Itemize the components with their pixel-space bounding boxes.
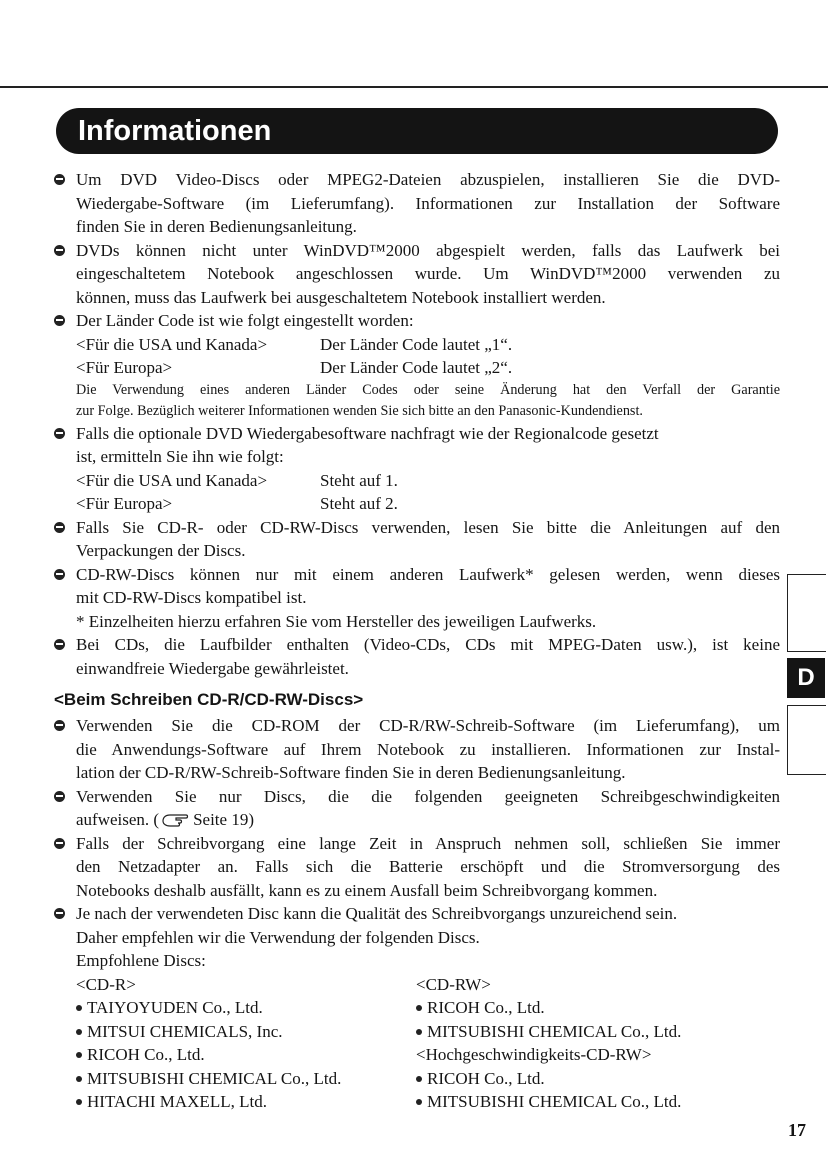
text-line: den Netzadapter an. Falls sich die Batterie erschöpft und die Stromversorgung des (76, 857, 780, 876)
text-line: Verwenden Sie die CD-ROM der CD-R/RW-Schreib-Software (im Lieferumfang), um (76, 716, 780, 735)
dot-bullet-icon (416, 1029, 422, 1035)
text-line: DVDs können nicht unter WinDVD™2000 abgespielt werden, falls das Laufwerk bei (76, 240, 780, 260)
disc-item (76, 1020, 416, 1044)
text-line: ist, ermitteln Sie ihn wie folgt: (76, 447, 284, 466)
list-item (54, 785, 780, 832)
text-line: einwandfreie Wiedergabe gewährleistet. (76, 658, 349, 678)
disc-item (76, 1043, 416, 1067)
pointing-hand-icon (162, 812, 190, 828)
list-item (54, 633, 780, 680)
disc-label: RICOH Co., Ltd. (427, 998, 545, 1017)
region-value: Der Länder Code lautet „2“. (320, 358, 513, 377)
text-line: die Anwendungs-Software auf Ihrem Notebook zu installieren. Informationen zur Instal- (76, 739, 780, 759)
disc-item (76, 996, 416, 1020)
disc-label: MITSUBISHI CHEMICAL Co., Ltd. (427, 1021, 682, 1041)
region-row (76, 333, 780, 357)
bullet-icon (54, 245, 65, 256)
text-line: Verwenden Sie nur Discs, die die folgenden geeigneten Schreibgeschwindigkeiten (76, 786, 780, 806)
high-speed-cdrw-heading: <Hochgeschwindigkeits-CD-RW> (416, 1045, 652, 1064)
dot-bullet-icon (76, 1099, 82, 1105)
dot-bullet-icon (76, 1052, 82, 1058)
top-rule (0, 86, 828, 88)
language-tab: D (787, 658, 825, 698)
text-line: Notebooks deshalb ausfällt, kann es zu einem Ausfall beim Schreibvorgang kommen. (76, 880, 658, 900)
dot-bullet-icon (76, 1029, 82, 1035)
footnote: * Einzelheiten hierzu erfahren Sie vom Hersteller des jeweiligen Laufwerks. (76, 611, 597, 631)
disc-item (416, 996, 681, 1020)
region-value: Steht auf 1. (320, 470, 398, 490)
dot-bullet-icon (416, 1076, 422, 1082)
side-tab-frame-bottom (787, 705, 826, 775)
bullet-icon (54, 639, 65, 650)
region-row (76, 356, 780, 380)
text-line: Verpackungen der Discs. (76, 541, 246, 560)
text-line: können, muss das Laufwerk bei ausgeschaltetem Notebook installiert werden. (76, 287, 606, 307)
text-line: finden Sie in deren Bedienungsanleitung. (76, 217, 357, 236)
text-line: Je nach der verwendeten Disc kann die Qualität des Schreibvorgangs unzureichend sein. (76, 904, 678, 923)
warranty-note: Die Verwendung eines anderen Länder Codes oder seine Änderung hat den Verfall der Garantie (76, 381, 780, 398)
dot-bullet-icon (76, 1076, 82, 1082)
list-item (54, 168, 780, 239)
cdr-column (76, 973, 416, 1114)
dot-bullet-icon (76, 1005, 82, 1011)
disc-item (416, 1020, 681, 1044)
text-line: lation der CD-R/RW-Schreib-Software finden Sie in deren Bedienungsanleitung. (76, 763, 626, 782)
section-heading: <Beim Schreiben CD-R/CD-RW-Discs> (54, 690, 364, 709)
page-number: 17 (788, 1120, 806, 1140)
reference-prefix: aufweisen. ( (76, 810, 160, 829)
warranty-note: zur Folge. Bezüglich weiterer Informationen wenden Sie sich bitte an den Panasonic-Kundendienst. (76, 402, 643, 419)
side-tab-frame-top (787, 574, 826, 652)
recommended-discs (76, 973, 780, 1114)
text-line: mit CD-RW-Discs kompatibel ist. (76, 588, 307, 607)
dot-bullet-icon (416, 1005, 422, 1011)
disc-label: RICOH Co., Ltd. (427, 1068, 545, 1088)
section-title-bar (56, 108, 778, 154)
region-row (76, 492, 780, 516)
disc-label: HITACHI MAXELL, Ltd. (87, 1092, 267, 1111)
text-line: Falls der Schreibvorgang eine lange Zeit in Anspruch nehmen soll, schließen Sie immer (76, 833, 780, 853)
bullet-icon (54, 569, 65, 580)
disc-label: RICOH Co., Ltd. (87, 1045, 205, 1064)
list-item (54, 309, 780, 422)
bullet-icon (54, 428, 65, 439)
text-line: eingeschaltetem Notebook angeschlossen wurde. Um WinDVD™2000 verwenden zu (76, 264, 780, 283)
disc-label: MITSUBISHI CHEMICAL Co., Ltd. (87, 1068, 342, 1088)
text-line: Um DVD Video-Discs oder MPEG2-Dateien abzuspielen, installieren Sie die DVD- (76, 170, 780, 189)
bullet-icon (54, 791, 65, 802)
cdrw-column (416, 973, 681, 1114)
text-line: Falls Sie CD-R- oder CD-RW-Discs verwenden, lesen Sie bitte die Anleitungen auf den (76, 517, 780, 537)
text-line: Daher empfehlen wir die Verwendung der folgenden Discs. (76, 927, 480, 947)
text-line: Wiedergabe-Software (im Lieferumfang). Informationen zur Installation der Software (76, 193, 780, 213)
page-reference[interactable] (76, 808, 254, 832)
disc-item (416, 1067, 681, 1091)
list-item (54, 563, 780, 634)
region-label: <Für Europa> (76, 494, 173, 513)
dot-bullet-icon (416, 1099, 422, 1105)
bullet-icon (54, 522, 65, 533)
region-value: Der Länder Code lautet „1“. (320, 334, 513, 354)
cdrw-heading: <CD-RW> (416, 974, 491, 994)
bullet-icon (54, 174, 65, 185)
list-item (54, 516, 780, 563)
bullet-icon (54, 908, 65, 919)
disc-label: TAIYOYUDEN Co., Ltd. (87, 998, 263, 1017)
main-content (54, 168, 780, 1114)
list-item (54, 422, 780, 516)
text-line: Bei CDs, die Laufbilder enthalten (Video-CDs, CDs mit MPEG-Daten usw.), ist keine (76, 635, 780, 654)
cdr-heading: <CD-R> (76, 974, 136, 994)
bullet-icon (54, 720, 65, 731)
text-line: Der Länder Code ist wie folgt eingestellt worden: (76, 311, 414, 330)
region-row (76, 469, 780, 493)
disc-label: MITSUI CHEMICALS, Inc. (87, 1021, 283, 1041)
text-line: CD-RW-Discs können nur mit einem anderen Laufwerk* gelesen werden, wenn dieses (76, 564, 780, 584)
text-line: Falls die optionale DVD Wiedergabesoftware nachfragt wie der Regionalcode gesetzt (76, 423, 659, 443)
text-line: Empfohlene Discs: (76, 951, 206, 970)
list-item (54, 832, 780, 903)
page-title: Informationen (78, 115, 272, 147)
region-value: Steht auf 2. (320, 494, 398, 513)
disc-item (76, 1067, 416, 1091)
region-label: <Für Europa> (76, 358, 173, 377)
disc-item (76, 1090, 416, 1114)
list-item (54, 902, 780, 973)
reference-text: Seite 19) (193, 810, 254, 829)
list-item (54, 239, 780, 310)
list-item (54, 714, 780, 785)
region-label: <Für die USA und Kanada> (76, 334, 268, 354)
bullet-icon (54, 838, 65, 849)
bullet-icon (54, 315, 65, 326)
disc-item (416, 1090, 681, 1114)
disc-label: MITSUBISHI CHEMICAL Co., Ltd. (427, 1092, 682, 1111)
region-label: <Für die USA und Kanada> (76, 470, 268, 490)
